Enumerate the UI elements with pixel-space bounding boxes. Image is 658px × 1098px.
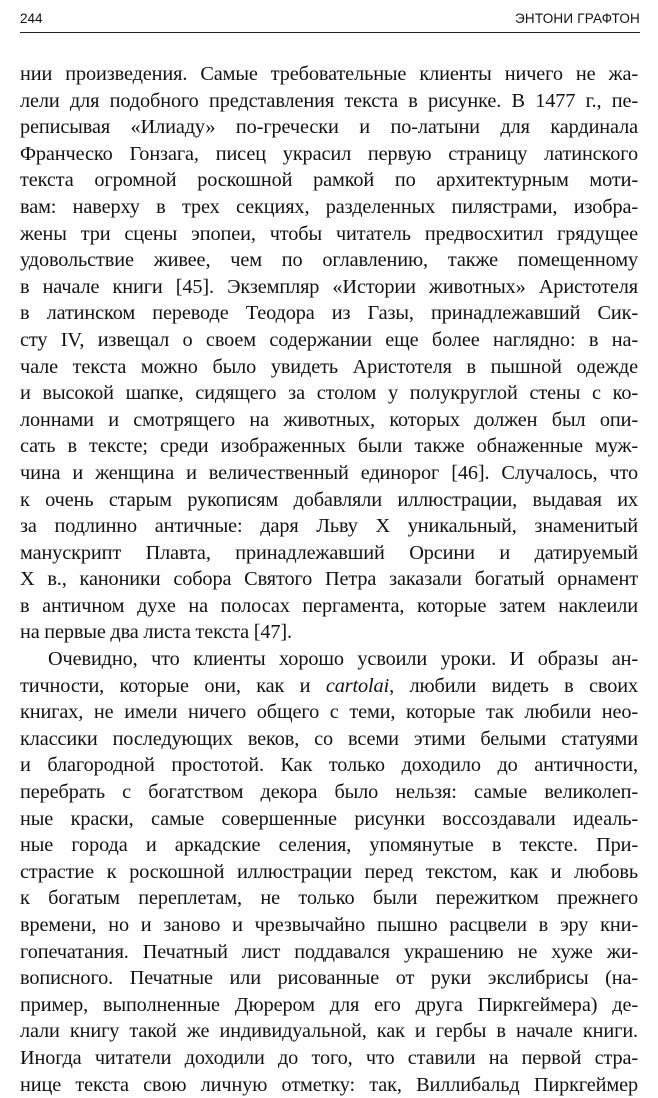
- text-line: Иногда читатели доходили до того, что ставили на первой стра-: [20, 1046, 638, 1069]
- text-line: и благородной простотой. Как только доходило до античности,: [20, 754, 638, 777]
- page-number: 244: [20, 11, 43, 26]
- text-line: книгах, не имели ничего общего с теми, которые так любили нео-: [20, 701, 638, 724]
- paragraph: [20, 61, 638, 646]
- body-text: [20, 61, 638, 1098]
- text-line: времени, но и заново и чрезвычайно пышно расцвели в эру кни-: [20, 914, 638, 936]
- running-title: ЭНТОНИ ГРАФТОН: [515, 11, 640, 26]
- text-line: в латинском переводе Теодора из Газы, принадлежавший Сик-: [20, 302, 638, 325]
- text-line: сту IV, извещал о своем содержании еще более наглядно: в на-: [20, 328, 638, 351]
- text-line: Франческо Гонзага, писец украсил первую страницу латинского: [20, 142, 638, 165]
- text-line: за подлинно античные: даря Льву X уникальный, знаменитый: [20, 515, 638, 538]
- text-line: и высокой шапке, сидящего за столом у полукруглой стены с ко-: [20, 382, 638, 405]
- italic-term: cartolai: [325, 674, 390, 697]
- text-line: на первые два листа текста [47].: [20, 621, 292, 644]
- text-line: жены три сцены эпопеи, чтобы читатель предвосхитил грядущее: [20, 222, 638, 245]
- text-line: чина и женщина и величественный единорог [46]. Случалось, что: [20, 461, 638, 484]
- text-line: к богатым переплетам, не только были пережитком прежнего: [20, 887, 638, 910]
- text-line: вам: наверху в трех секциях, разделенных пилястрами, изобра-: [20, 195, 638, 218]
- text-line: нии произведения. Самые требовательные клиенты ничего не жа-: [20, 63, 638, 85]
- text-line: Очевидно, что клиенты хорошо усвоили уроки. И образы ан-: [48, 648, 638, 671]
- text-line: ные краски, самые совершенные рисунки воссоздавали идеаль-: [20, 807, 638, 830]
- running-header: [20, 8, 640, 33]
- text-line: лали книгу такой же индивидуальной, как и гербы в начале книги.: [20, 1020, 638, 1043]
- text-line: лели для подобного представления текста в рисунке. В 1477 г., пе-: [20, 89, 638, 112]
- text-line: к очень старым рукописям добавляли иллюстрации, выдавая их: [20, 488, 638, 511]
- text-line: нице текста свою личную отметку: так, Виллибальд Пиркгеймер: [20, 1073, 638, 1096]
- paragraph: [20, 646, 638, 1098]
- text-line: ные города и аркадские селения, упомянутые в тексте. При-: [20, 834, 638, 857]
- text-line: классики последующих веков, со всеми этими белыми статуями: [20, 727, 638, 750]
- text-line: тичности, которые они, как и cartolai, любили видеть в своих: [20, 674, 639, 697]
- text-line: реписывая «Илиаду» по-гречески и по-латыни для кардинала: [20, 116, 638, 139]
- text-line: вописного. Печатные или рисованные от руки экслибрисы (на-: [20, 967, 638, 990]
- text-line: сать в тексте; среди изображенных были также обнаженные муж-: [20, 435, 638, 458]
- text-line: чале текста можно было увидеть Аристотеля в пышной одежде: [20, 355, 638, 378]
- text-line: перебрать с богатством декора было нельзя: самые великолеп-: [20, 781, 638, 804]
- text-line: манускрипт Плавта, принадлежавший Орсини и датируемый: [20, 541, 638, 564]
- text-line: удовольствие живее, чем по оглавлению, также помещенному: [20, 249, 638, 272]
- text-line: пример, выполненные Дюрером для его друга Пиркгеймера) де-: [20, 993, 638, 1016]
- text-line: лоннами и смотрящего на животных, которых должен был опи-: [20, 408, 638, 431]
- text-line: в начале книги [45]. Экземпляр «Истории животных» Аристотеля: [20, 275, 638, 298]
- text-line: X в., каноники собора Святого Петра заказали богатый орнамент: [20, 568, 638, 591]
- text-line: в античном духе на полосах пергамента, которые затем наклеили: [20, 594, 638, 617]
- text-line: страстие к роскошной иллюстрации перед текстом, как и любовь: [20, 860, 638, 883]
- text-line: гопечатания. Печатный лист поддавался украшению не хуже жи-: [20, 940, 638, 963]
- text-line: текста огромной роскошной рамкой по архитектурным моти-: [20, 169, 638, 192]
